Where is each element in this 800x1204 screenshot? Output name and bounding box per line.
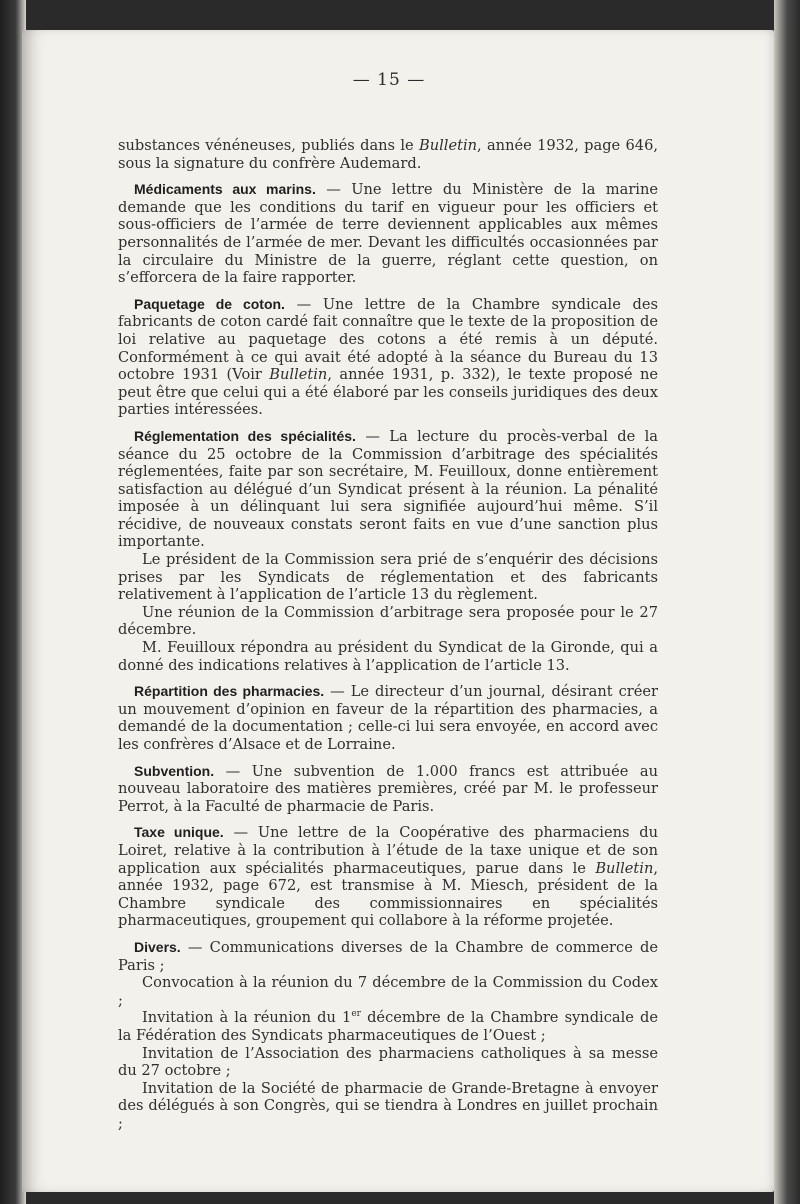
section-paragraph: [118, 683, 658, 753]
paragraph-text: — Une lettre de la Chambre syndicale des fabricants de coton cardé fait connaître que le texte de la proposition de loi relative au paquetage des cotons a été remis à un député. Conformément à ce qui avait été adopté à la séance du Bureau du 13 octobre 1931 (Voir: [118, 295, 658, 384]
paragraph: [118, 974, 658, 1009]
paragraph-text: Invitation de l’Association des pharmaciens catholiques à sa messe du 27 octobre ;: [118, 1044, 658, 1080]
paragraph: [118, 604, 658, 639]
paragraph-text: Convocation à la réunion du 7 décembre de la Commission du Codex ;: [118, 974, 658, 1009]
italic-title: Bulletin: [595, 859, 654, 877]
page-number: — 15 —: [352, 70, 426, 90]
italic-title: Bulletin: [418, 137, 478, 154]
paragraph-text: — Une subvention de 1.000 francs est attribuée au nouveau laboratoire des matières premières, créé par M. le professeur Perrot, à la Faculté de pharmacie de Paris.: [118, 762, 658, 815]
section-paragraph: [118, 763, 658, 816]
paragraph-text: — Communications diverses de la Chambre de commerce de Paris ;: [118, 938, 658, 974]
section-paragraph: [118, 939, 658, 974]
paragraph: [118, 137, 658, 172]
paragraph-text: — La lecture du procès-verbal de la séance du 25 octobre de la Commission d’arbitrage des spécialités réglementées, faite par son secrétaire, M. Feuilloux, donne entièrement satisfaction au délégué d’un Syndicat présent à la réunion. La pénalité imposée à un délinquant lui sera signifiée aujourd’hui même. S’il récidive, de nouveaux constats seront faits en vue d’une sanction plus importante.: [118, 427, 658, 551]
paragraph-text: — Le directeur d’un journal, désirant créer un mouvement d’opinion en faveur de la répartition des pharmacies, a demandé de la documentation ; celle-ci lui sera envoyée, en accord avec les confrères d’Alsace et de Lorraine.: [118, 683, 658, 753]
paragraph-text: , année 1931, p. 332), le texte proposé ne peut être que celui qui a été élaboré par les conseils juridiques des deux parties intéressées.: [118, 366, 658, 419]
paragraph-text: M. Feuilloux répondra au président du Syndicat de la Gironde, qui a donné des indications relatives à l’application de l’article 13.: [118, 639, 658, 674]
paragraph: [118, 1045, 658, 1080]
section-paragraph: [118, 296, 658, 419]
paragraph-text: — Une lettre de la Coopérative des pharmaciens du Loiret, relative à la contribution à l’étude de la taxe unique et de son application aux spécialités pharmaceutiques, parue dans le: [118, 824, 658, 877]
section-paragraph: [118, 824, 658, 930]
body-text: [118, 137, 658, 1132]
paragraph-text: substances vénéneuses, publiés dans le: [118, 137, 419, 154]
paragraph-text: Une réunion de la Commission d’arbitrage sera proposée pour le 27 décembre.: [118, 603, 658, 639]
section-heading: Divers.: [134, 938, 181, 955]
page-edge-shadow: [774, 0, 800, 1204]
section-heading: Réglementation des spécialités.: [134, 427, 356, 444]
paragraph-text: , année 1932, page 646, sous la signature du confrère Audemard.: [118, 137, 659, 172]
paragraph-text: Invitation de la Société de pharmacie de Grande-Bretagne à envoyer des délégués à son Congrès, qui se tiendra à Londres en juillet prochain ;: [118, 1079, 658, 1132]
paragraph: [118, 551, 658, 604]
paragraph: [118, 1080, 658, 1133]
section-heading: Subvention.: [134, 762, 215, 779]
section-heading: Taxe unique.: [134, 824, 224, 841]
paragraph: [118, 639, 658, 674]
section-heading: Répartition des pharmacies.: [134, 683, 325, 700]
paragraph-text: — Une lettre du Ministère de la marine demande que les conditions du tarif en vigueur pour les officiers et sous-officiers de l’armée de terre deviennent applicables aux mêmes personnalités de l’armée de mer. Devant les difficultés occasionnées par la circulaire du Ministre de la guerre, réglant cette question, on s’efforcera de la faire rapporter.: [118, 181, 658, 287]
section-paragraph: [118, 181, 658, 287]
paragraph-text: Le président de la Commission sera prié de s’enquérir des décisions prises par les Syndicats de réglementation et des fabricants relativement à l’application de l’article 13 du règlement.: [118, 551, 658, 604]
section-heading: Paquetage de coton.: [134, 295, 285, 312]
superscript: er: [351, 1009, 361, 1020]
paragraph: [118, 1009, 658, 1044]
section-heading: Médicaments aux marins.: [134, 181, 316, 198]
paragraph-text: décembre de la Chambre syndicale de la Fédération des Syndicats pharmaceutiques de l’Ouest ;: [118, 1009, 658, 1044]
paragraph-text: Invitation à la réunion du 1: [142, 1009, 352, 1027]
paragraph-text: , année 1932, page 672, est transmise à M. Miesch, président de la Chambre syndicale des commissionnaires en spécialités pharmaceutiques, groupement qui collabore à la réforme projetée.: [118, 859, 658, 930]
section-paragraph: [118, 428, 658, 551]
italic-title: Bulletin: [269, 366, 328, 384]
